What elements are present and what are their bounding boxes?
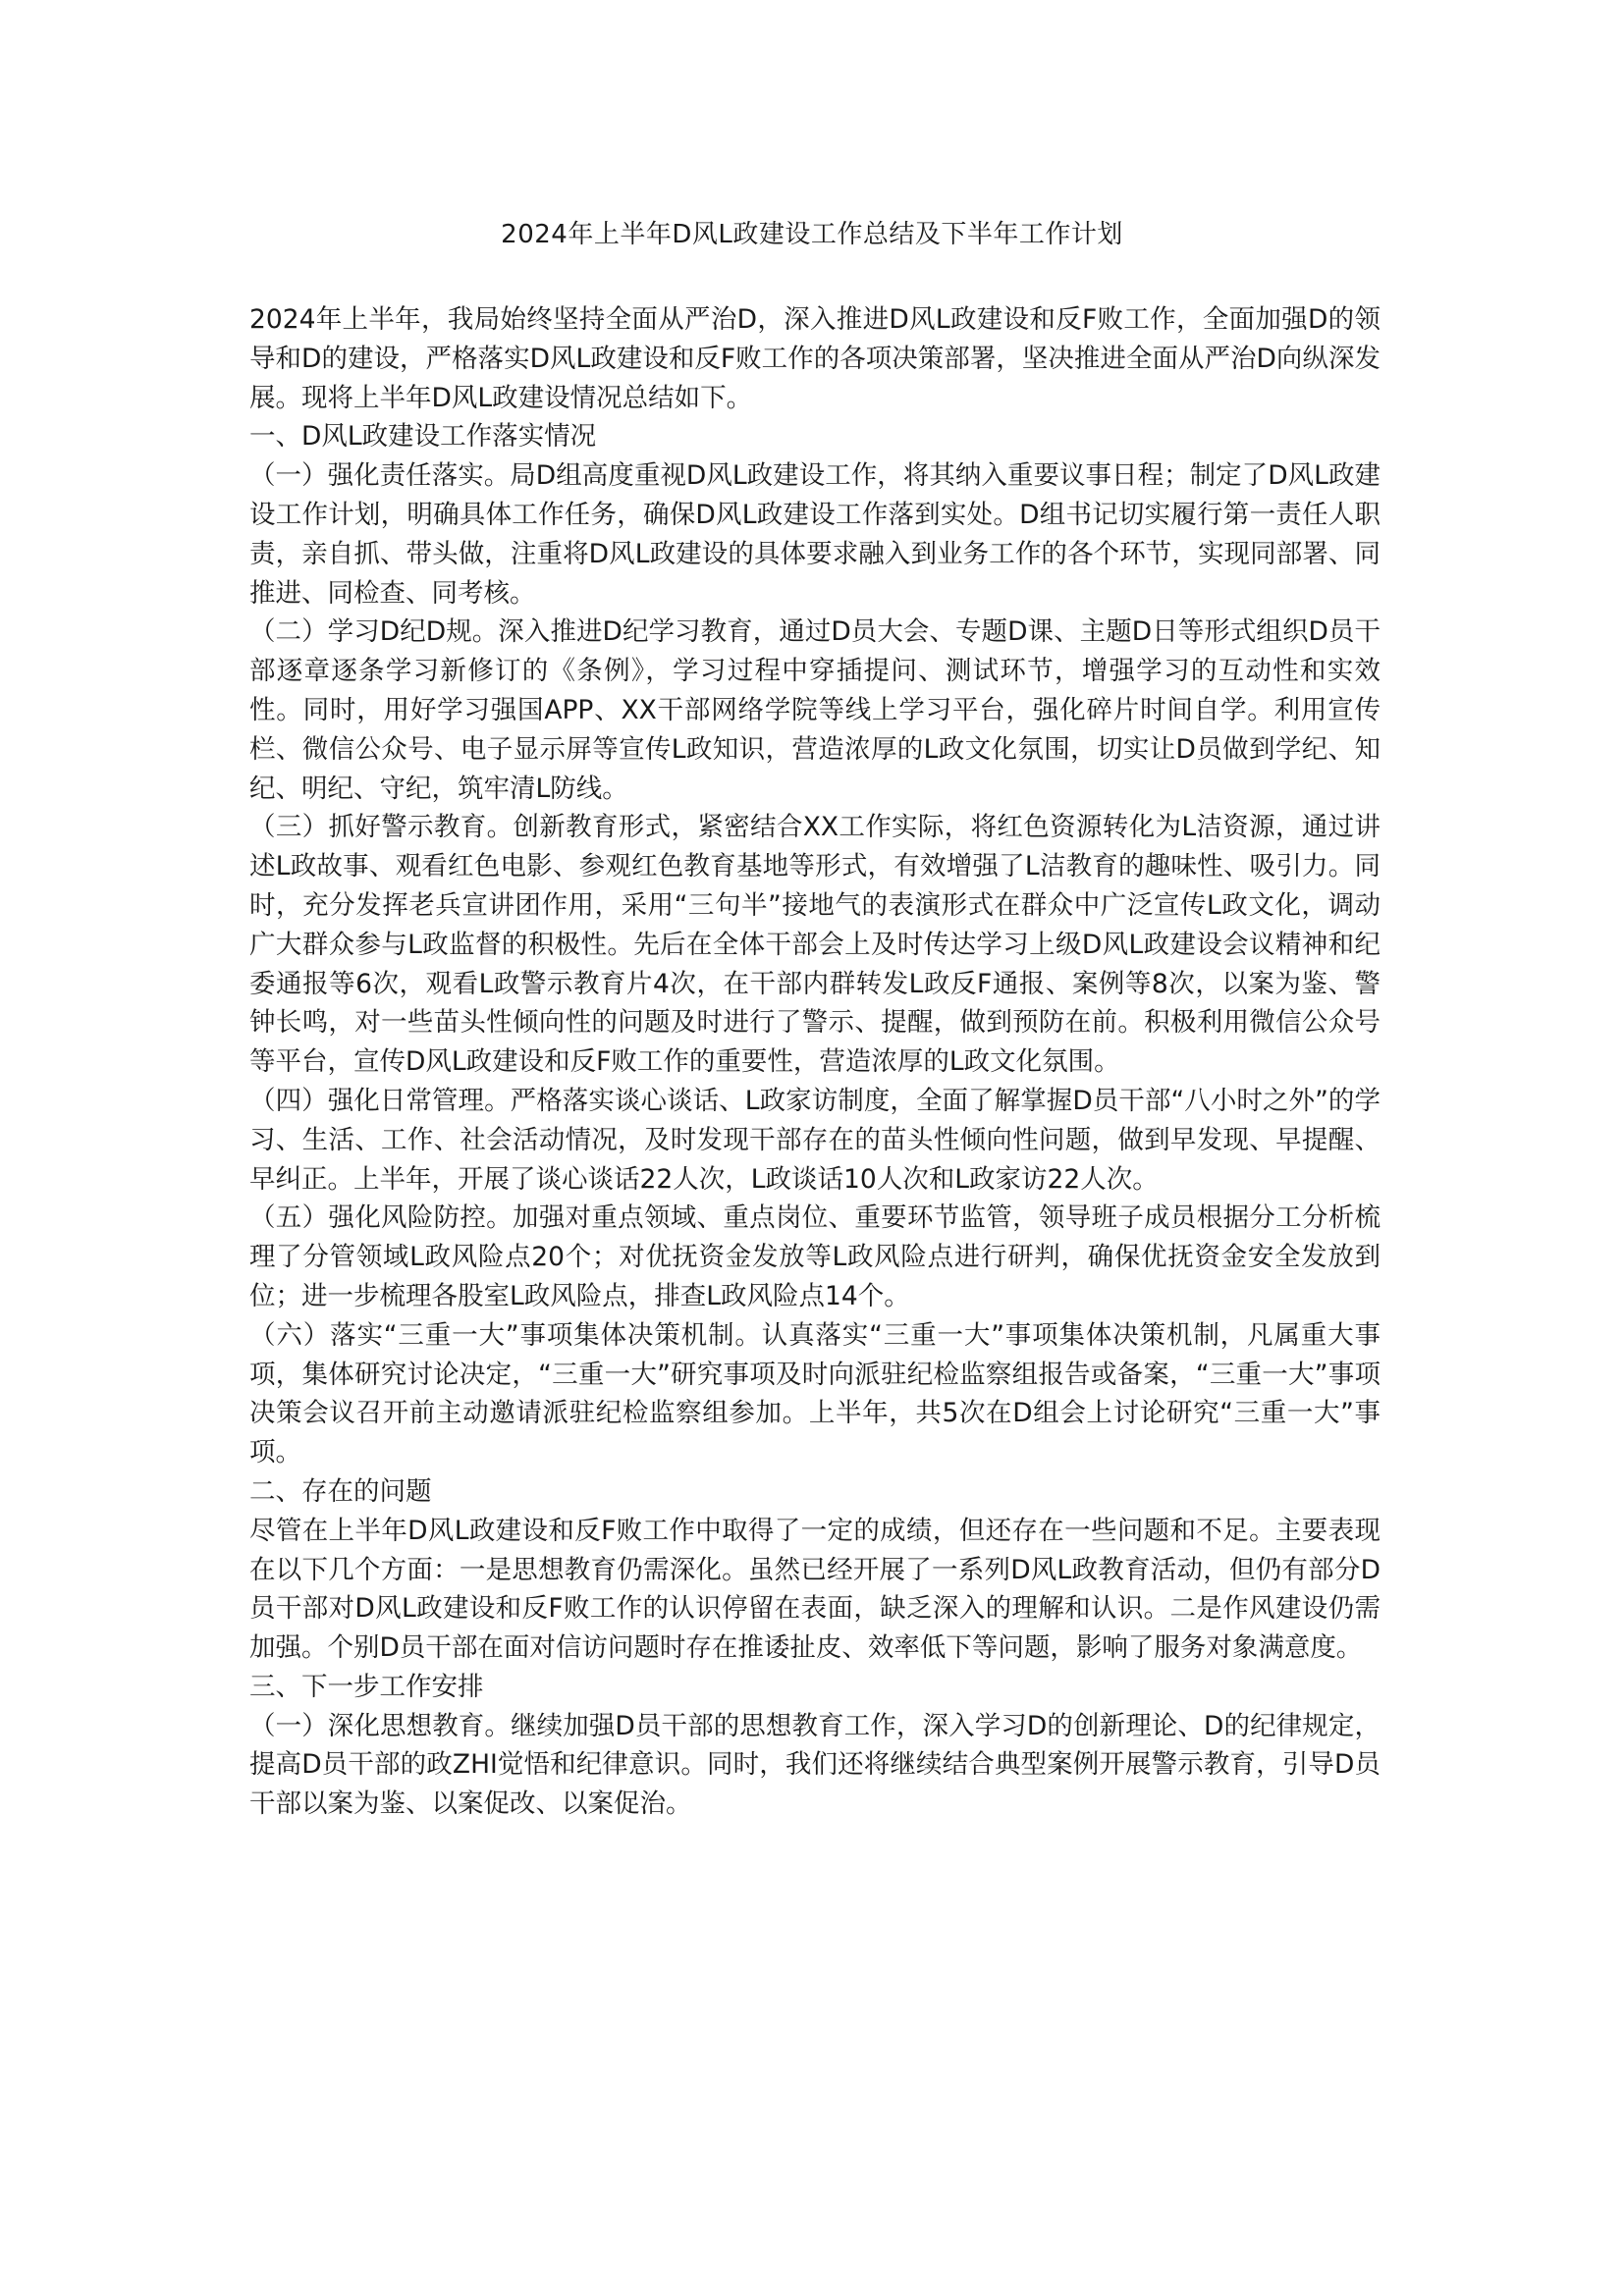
section1-item-2: （二）学习D纪D规。深入推进D纪学习教育，通过D员大会、专题D课、主题D日等形式组织D员干部逐章逐条学习新修订的《条例》，学习过程中穿插提问、测试环节，增强学习的互动性和实效性。同时，用好学习强国APP、XX干部网络学院等线上学习平台，强化碎片时间自学。利用宣传栏、微信公众号、电子显示屏等宣传L政知识，营造浓厚的L政文化氛围，切实让D员做到学纪、知纪、明纪、守纪，筑牢清L防线。 [249,616,1380,804]
section-heading-2: 二、存在的问题 [249,1475,432,1507]
section1-item-5: （五）强化风险防控。加强对重点领域、重点岗位、重要环节监管，领导班子成员根据分工分析梳理了分管领域L政风险点20个；对优抚资金发放等L政风险点进行研判，确保优抚资金安全发放到位；进一步梳理各股室L政风险点，排查L政风险点14个。 [249,1202,1380,1311]
section-heading-3: 三、下一步工作安排 [249,1671,484,1702]
document-body [249,300,1380,1824]
intro-paragraph: 2024年上半年，我局始终坚持全面从严治D，深入推进D风L政建设和反F败工作，全面加强D的领导和D的建设，严格落实D风L政建设和反F败工作的各项决策部署，坚决推进全面从严治D向纵深发展。现将上半年D风L政建设情况总结如下。 [249,304,1380,413]
section1-item-1: （一）强化责任落实。局D组高度重视D风L政建设工作，将其纳入重要议事日程；制定了D风L政建设工作计划，明确具体工作任务，确保D风L政建设工作落到实处。D组书记切实履行第一责任人职责，亲自抓、带头做，注重将D风L政建设的具体要求融入到业务工作的各个环节，实现同部署、同推进、同检查、同考核。 [249,460,1380,609]
document-title: 2024年上半年D风L政建设工作总结及下半年工作计划 [501,220,1123,249]
section1-item-6: （六）落实“三重一大”事项集体决策机制。认真落实“三重一大”事项集体决策机制，凡属重大事项，集体研究讨论决定，“三重一大”研究事项及时向派驻纪检监察组报告或备案，“三重一大”事项决策会议召开前主动邀请派驻纪检监察组参加。上半年，共5次在D组会上讨论研究“三重一大”事项。 [249,1319,1380,1468]
section1-item-4: （四）强化日常管理。严格落实谈心谈话、L政家访制度，全面了解掌握D员干部“八小时之外”的学习、生活、工作、社会活动情况，及时发现干部存在的苗头性倾向性问题，做到早发现、早提醒、早纠正。上半年，开展了谈心谈话22人次，L政谈话10人次和L政家访22人次。 [249,1085,1380,1195]
section-heading-1: 一、D风L政建设工作落实情况 [249,421,597,453]
section2-paragraph: 尽管在上半年D风L政建设和反F败工作中取得了一定的成绩，但还存在一些问题和不足。主要表现在以下几个方面：一是思想教育仍需深化。虽然已经开展了一系列D风L政教育活动，但仍有部分D员干部对D风L政建设和反F败工作的认识停留在表面，缺乏深入的理解和认识。二是作风建设仍需加强。个别D员干部在面对信访问题时存在推诿扯皮、效率低下等问题，影响了服务对象满意度。 [249,1515,1380,1664]
section3-item-1: （一）深化思想教育。继续加强D员干部的思想教育工作，深入学习D的创新理论、D的纪律规定，提高D员干部的政ZHI觉悟和纪律意识。同时，我们还将继续结合典型案例开展警示教育，引导D员干部以案为鉴、以案促改、以案促治。 [249,1710,1380,1820]
section1-item-3: （三）抓好警示教育。创新教育形式，紧密结合XX工作实际，将红色资源转化为L洁资源，通过讲述L政故事、观看红色电影、参观红色教育基地等形式，有效增强了L洁教育的趣味性、吸引力。同时，充分发挥老兵宣讲团作用，采用“三句半”接地气的表演形式在群众中广泛宣传L政文化，调动广大群众参与L政监督的积极性。先后在全体干部会上及时传达学习上级D风L政建设会议精神和纪委通报等6次，观看L政警示教育片4次，在干部内群转发L政反F通报、案例等8次，以案为鉴、警钟长鸣，对一些苗头性倾向性的问题及时进行了警示、提醒，做到预防在前。积极利用微信公众号等平台，宣传D风L政建设和反F败工作的重要性，营造浓厚的L政文化氛围。 [249,812,1380,1078]
